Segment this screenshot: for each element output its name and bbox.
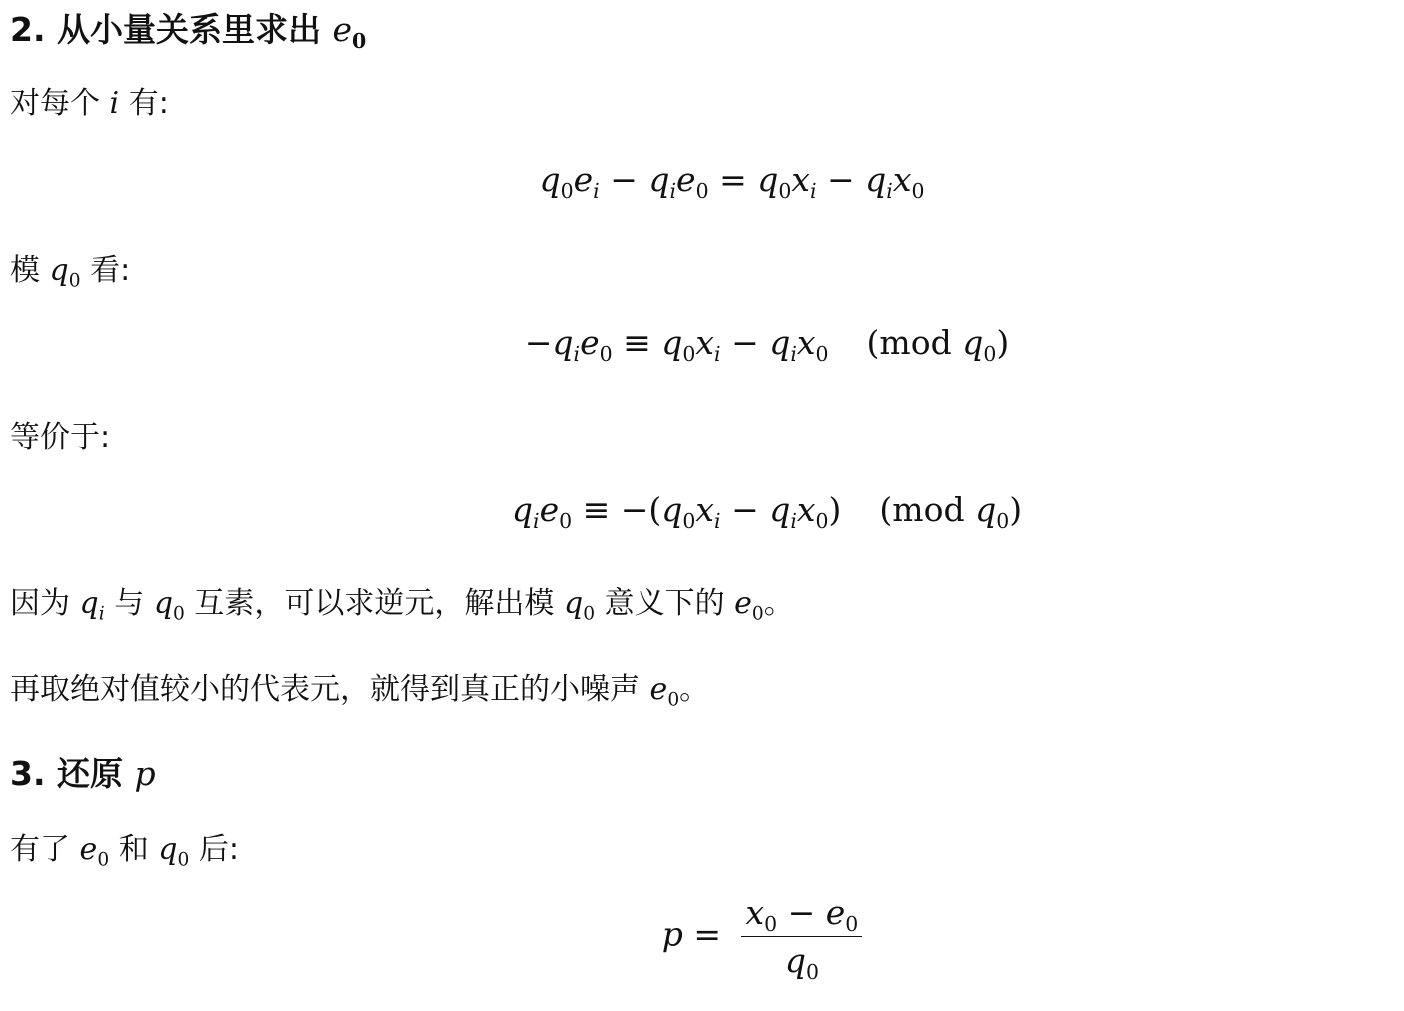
text: 看:	[90, 253, 131, 288]
mod-text: (mod	[866, 323, 963, 362]
math-var: x	[796, 323, 816, 362]
take-line	[10, 664, 710, 711]
math-sub: 0	[764, 912, 778, 937]
text: 互素，可以求逆元，解出模	[194, 586, 555, 621]
math-op: ≡	[612, 323, 662, 362]
math-var: q	[648, 160, 670, 199]
math-var: e	[825, 893, 846, 932]
math-op: −	[777, 893, 826, 932]
math-sub: 0	[996, 509, 1010, 534]
math-var: x	[745, 893, 765, 932]
math-sub: 0	[682, 342, 696, 367]
math-var: q	[153, 586, 174, 621]
math-var: e	[79, 832, 98, 867]
intro-line	[10, 78, 169, 122]
math-var: q	[539, 160, 561, 199]
mod-text: )	[1009, 490, 1023, 529]
text: 意义下的	[604, 586, 725, 621]
math-var: x	[892, 160, 912, 199]
math-sub: i	[573, 342, 581, 367]
math-op: −	[816, 160, 866, 199]
math-sub: i	[790, 509, 797, 534]
equation-3	[0, 490, 1404, 534]
math-var: e	[734, 586, 752, 621]
text: 。	[679, 672, 710, 707]
math-var: e	[676, 160, 696, 199]
text: 后:	[198, 832, 239, 867]
math-sub: i	[669, 179, 677, 204]
formula-p	[0, 893, 1404, 985]
math-var: e	[539, 490, 560, 529]
math-op: =	[682, 914, 732, 954]
math-sub: i	[714, 342, 721, 367]
math-var: q	[158, 832, 178, 867]
math-sub: 0	[778, 179, 792, 204]
math-var: x	[791, 160, 810, 199]
text: 。	[763, 586, 794, 621]
text: 对每个	[10, 86, 100, 121]
math-sub: 0	[559, 509, 573, 534]
math-var: p	[134, 754, 156, 793]
fraction-numerator	[741, 893, 862, 937]
math-var: q	[769, 323, 791, 362]
math-sub: 0	[911, 179, 925, 204]
math-sub: i	[886, 179, 893, 204]
math-sub: 0	[97, 849, 110, 871]
equivalent-line: 等价于:	[10, 420, 111, 455]
math-var: i	[109, 86, 120, 121]
math-var: q	[49, 253, 69, 288]
math-op: −	[599, 160, 649, 199]
math-op: −	[524, 323, 553, 362]
math-var: e	[580, 323, 600, 362]
math-sub: i	[809, 179, 817, 204]
math-var: q	[661, 323, 683, 362]
section-3-heading	[10, 748, 156, 795]
math-var: q	[511, 490, 534, 529]
mod-line	[10, 245, 131, 292]
math-sub: i	[533, 509, 540, 534]
text: 有了	[10, 832, 70, 867]
math-var: q	[962, 323, 984, 362]
heading-text: 3. 还原	[10, 754, 123, 793]
text: 再取绝对值较小的代表元，就得到真正的小噪声	[10, 672, 640, 707]
math-sub: i	[98, 603, 105, 625]
math-sub: 0	[599, 342, 613, 367]
text: 有:	[128, 86, 169, 121]
section-2-heading	[10, 4, 367, 54]
math-var: q	[757, 160, 779, 199]
math-var: x	[695, 490, 715, 529]
text: 与	[114, 586, 145, 621]
math-var: e	[573, 160, 594, 199]
math-sub: 0	[815, 509, 829, 534]
math-sub: i	[593, 179, 600, 204]
math-op: −(	[620, 490, 662, 529]
math-var: p	[661, 914, 683, 954]
math-sub: 0	[983, 342, 997, 367]
after-line	[10, 824, 239, 871]
math-var: e	[332, 10, 353, 49]
math-var: q	[563, 586, 584, 621]
math-op: −	[720, 323, 770, 362]
fraction-denominator	[741, 937, 862, 985]
math-op: =	[708, 160, 758, 199]
math-sub: 0	[682, 509, 696, 534]
mod-text: )	[996, 323, 1010, 362]
text: 因为	[10, 586, 70, 621]
math-var: x	[796, 490, 816, 529]
math-sub: 0	[667, 689, 680, 711]
math-var: q	[865, 160, 887, 199]
text: 和	[118, 832, 149, 867]
math-op: )	[828, 490, 842, 529]
math-sub: 0	[560, 179, 574, 204]
math-sub: 0	[845, 912, 859, 937]
math-var: q	[79, 586, 99, 621]
fraction	[741, 893, 862, 985]
math-sub: 0	[751, 603, 764, 625]
math-op: −	[720, 490, 770, 529]
math-var: q	[975, 490, 997, 529]
equation-1	[0, 160, 1404, 204]
math-var: e	[649, 672, 668, 707]
math-var: q	[661, 490, 683, 529]
math-sub: i	[790, 342, 797, 367]
math-var: q	[552, 323, 574, 362]
math-sub: i	[714, 509, 721, 534]
math-sub: 0	[695, 179, 709, 204]
math-sub: 0	[805, 960, 819, 985]
equation-2	[0, 323, 1404, 367]
math-var: x	[695, 323, 715, 362]
math-sub: 0	[583, 603, 596, 625]
math-sub: 0	[173, 603, 185, 625]
heading-text: 2. 从小量关系里求出	[10, 10, 321, 49]
math-sub: 0	[815, 342, 829, 367]
math-sub: 0	[177, 849, 190, 871]
math-op: ≡	[572, 490, 621, 529]
math-var: q	[784, 941, 806, 980]
math-sub: 0	[352, 29, 367, 54]
math-var: q	[769, 490, 791, 529]
math-sub: 0	[68, 270, 81, 292]
text: 模	[10, 253, 40, 288]
mod-text: (mod	[879, 490, 976, 529]
because-line	[10, 578, 794, 625]
